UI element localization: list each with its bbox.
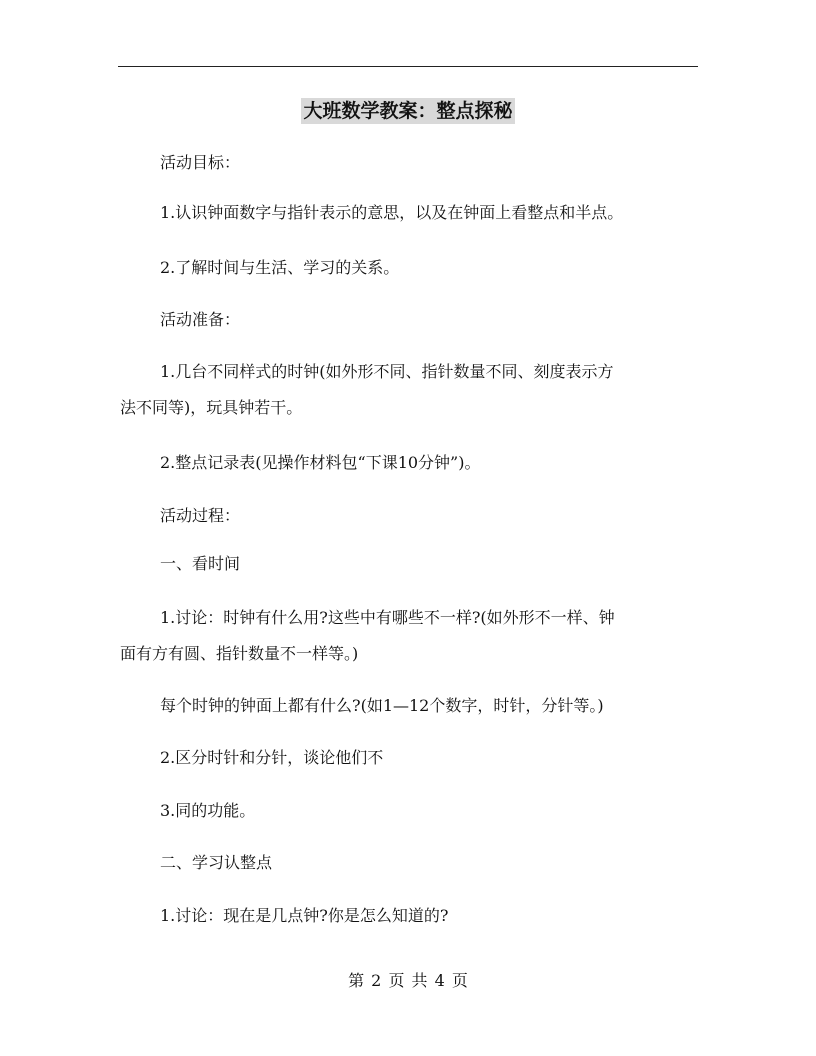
paragraph-line: 2.了解时间与生活、学习的关系。 (160, 258, 400, 277)
paragraph-line: 活动目标： (160, 153, 241, 172)
header-rule (118, 66, 698, 67)
paragraph-line: 活动过程： (160, 506, 241, 525)
paragraph-line: 面有方有圆、指针数量不一样等。) (120, 644, 359, 663)
document-title-text: 大班数学教案：整点探秘 (303, 100, 513, 122)
paragraph-line: 3.同的功能。 (160, 801, 256, 820)
paragraph-line: 法不同等)，玩具钟若干。 (120, 398, 303, 417)
paragraph-line: 1.讨论：现在是几点钟?你是怎么知道的? (160, 906, 449, 925)
paragraph-line: 2.整点记录表(见操作材料包“下课10分钟”)。 (160, 453, 481, 472)
page-number-footer: 第 2 页 共 4 页 (348, 971, 468, 990)
paragraph-line: 1.几台不同样式的时钟(如外形不同、指针数量不同、刻度表示方 (160, 362, 614, 381)
paragraph-line: 一、看时间 (160, 554, 241, 573)
paragraph-line: 每个时钟的钟面上都有什么?(如1—12个数字，时针，分针等。) (160, 696, 604, 715)
paragraph-line: 活动准备： (160, 310, 241, 329)
paragraph-line: 二、学习认整点 (160, 853, 273, 872)
document-title (0, 96, 816, 126)
paragraph-line: 1.认识钟面数字与指针表示的意思，以及在钟面上看整点和半点。 (160, 203, 624, 222)
paragraph-line: 1.讨论：时钟有什么用?这些中有哪些不一样?(如外形不一样、钟 (160, 608, 615, 627)
paragraph-line: 2.区分时针和分针，谈论他们不 (160, 748, 384, 767)
